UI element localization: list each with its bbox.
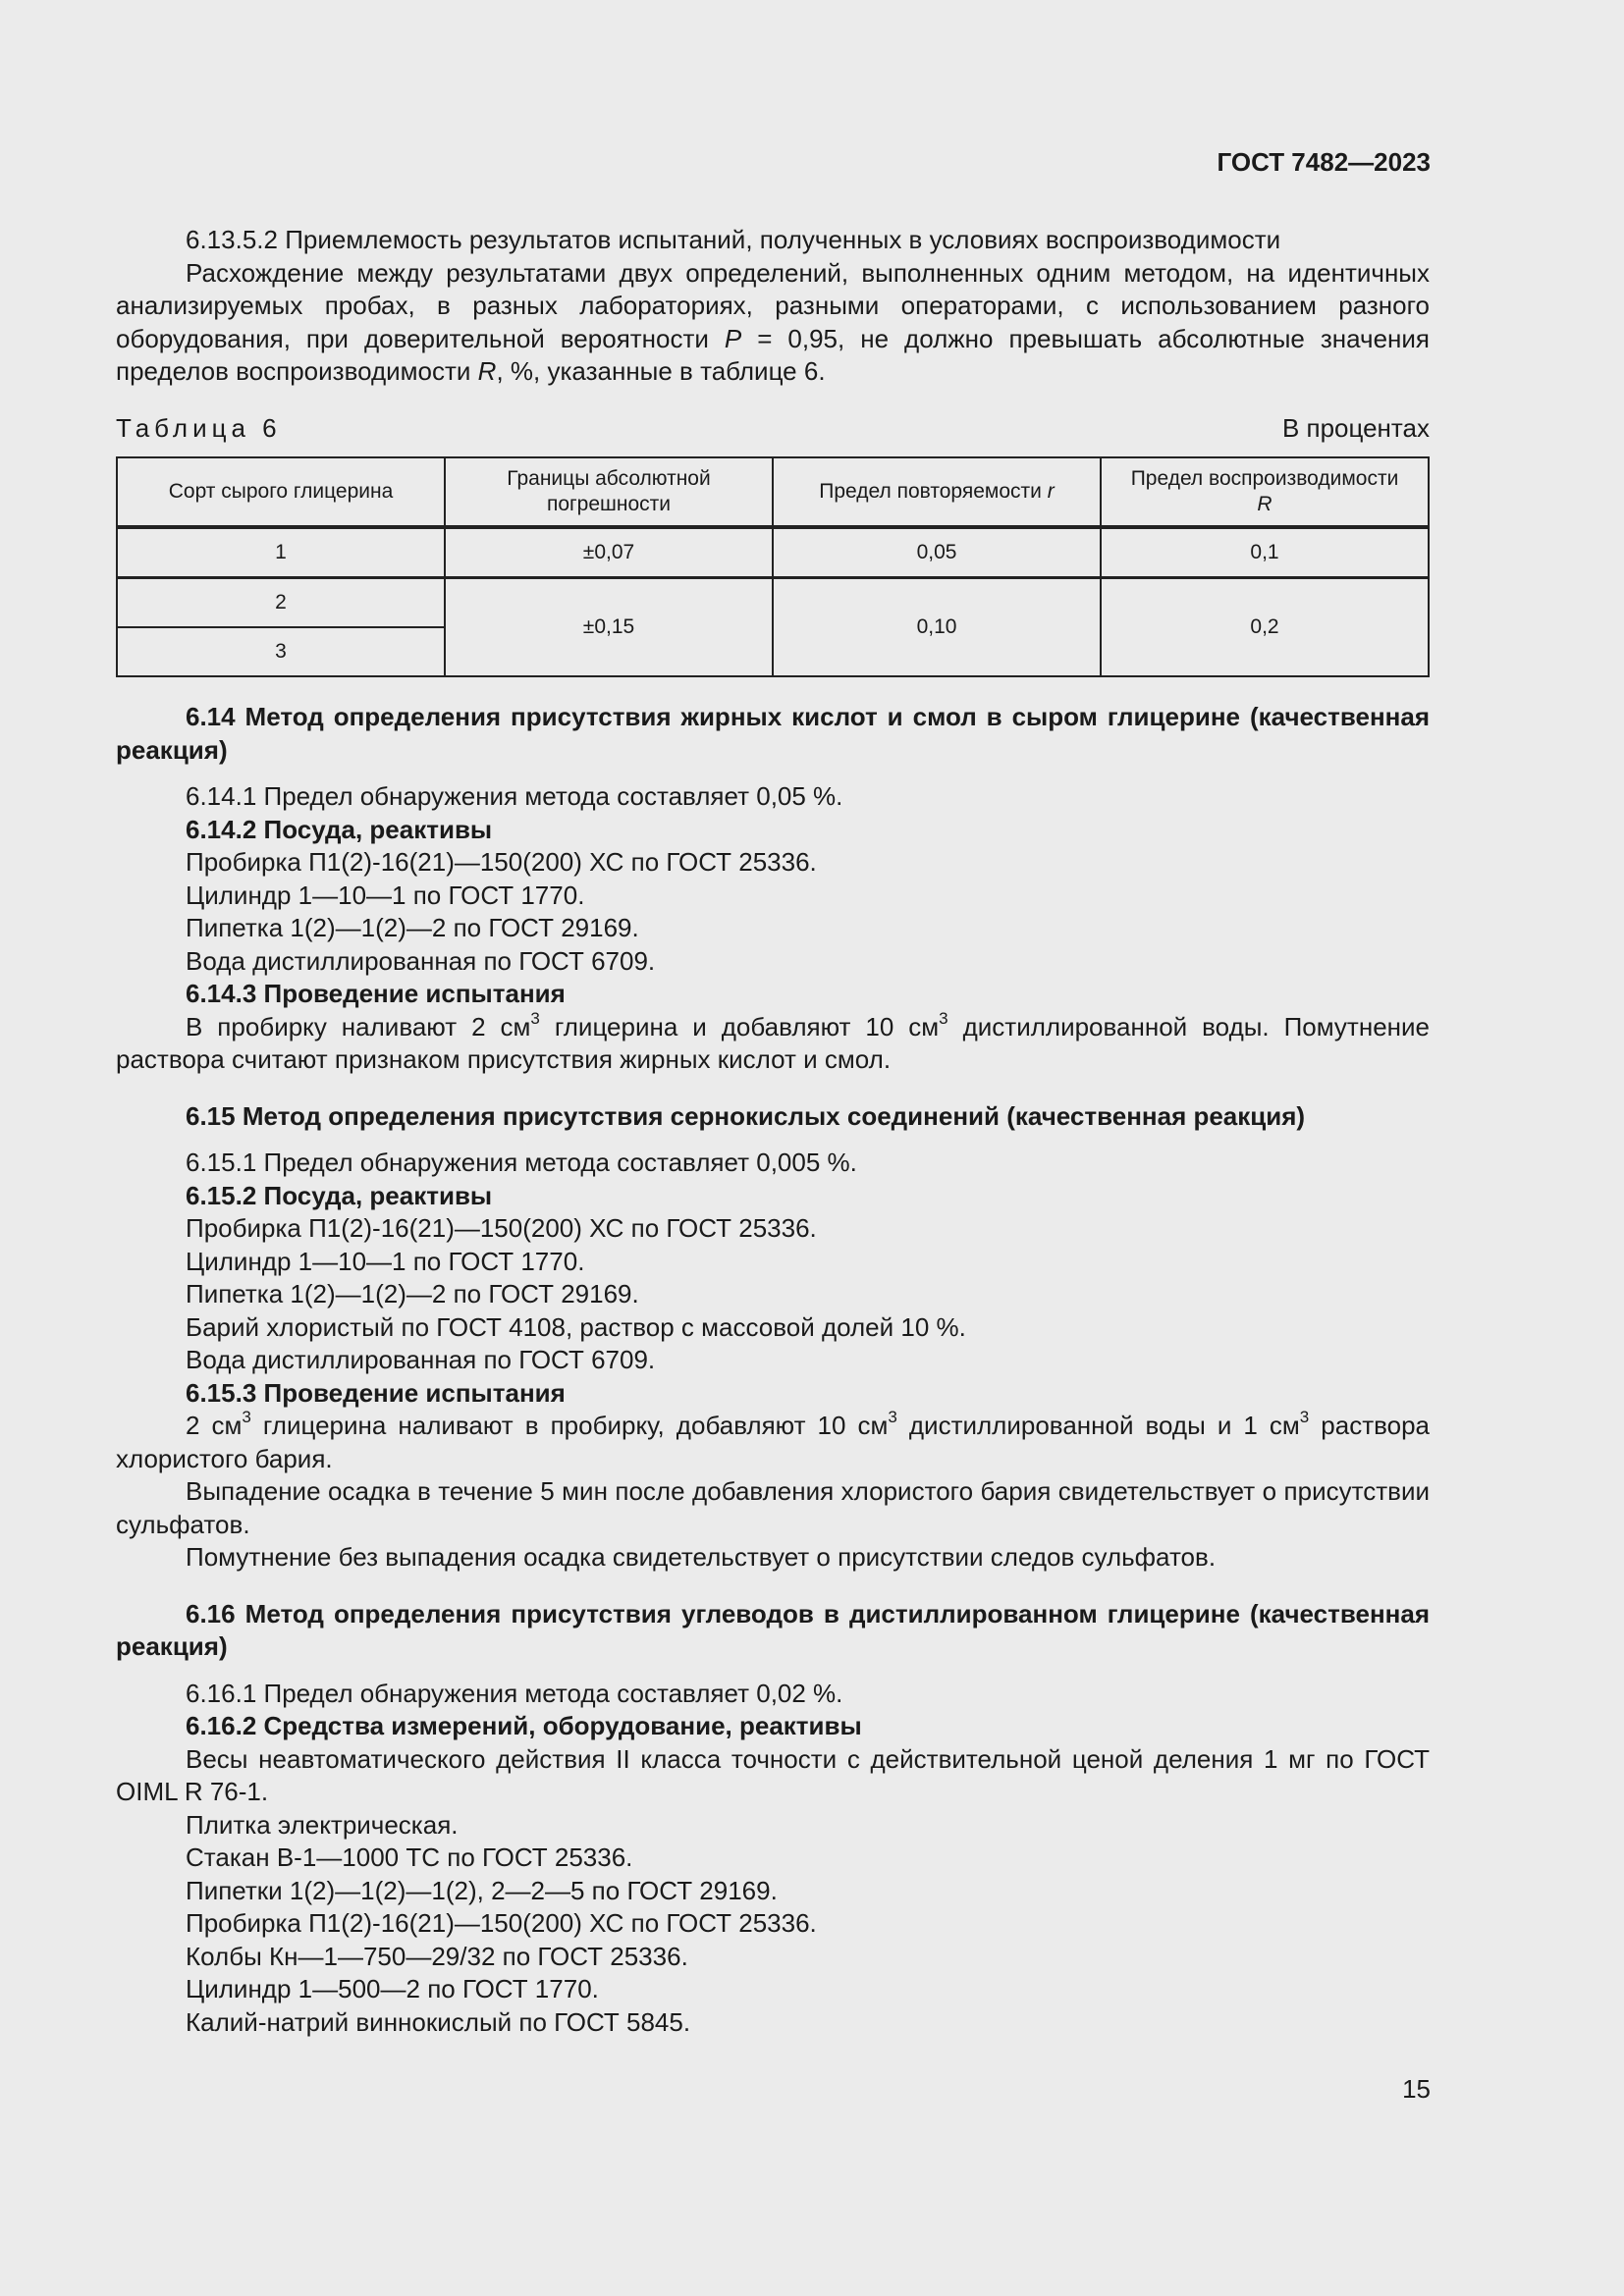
table-cell: 0,2 (1101, 578, 1429, 677)
list-item: Пробирка П1(2)-16(21)—150(200) ХС по ГОСТ 25336. (186, 1908, 817, 1938)
table-cell: 1 (117, 527, 445, 578)
list-item: Стакан В-1—1000 ТС по ГОСТ 25336. (186, 1842, 633, 1872)
table-cell: ±0,07 (445, 527, 773, 578)
list-item: Плитка электрическая. (186, 1809, 459, 1840)
standard-code: ГОСТ 7482—2023 (1217, 147, 1431, 177)
table-caption-row (116, 412, 1430, 446)
paragraph: Помутнение без выпадения осадка свидетельствует о присутствии следов сульфатов. (186, 1542, 1217, 1572)
list-item: Пробирка П1(2)-16(21)—150(200) ХС по ГОСТ 25336. (186, 847, 817, 877)
table-cell: ±0,15 (445, 578, 773, 677)
list-item: Калий-натрий виннокислый по ГОСТ 5845. (186, 2006, 691, 2037)
clause-line: 6.16.1 Предел обнаружения метода составляет 0,02 %. (186, 1678, 843, 1708)
page-content (116, 224, 1430, 2039)
subsection-heading: 6.14.3 Проведение испытания (186, 979, 566, 1008)
table-row (117, 527, 1429, 578)
list-item: Колбы Кн—1—750—29/32 по ГОСТ 25336. (186, 1941, 688, 1971)
list-item: Цилиндр 1—10—1 по ГОСТ 1770. (186, 1246, 585, 1276)
subsection-heading: 6.15.3 Проведение испытания (186, 1377, 566, 1408)
list-item: Цилиндр 1—10—1 по ГОСТ 1770. (186, 880, 585, 910)
list-item: Вода дистиллированная по ГОСТ 6709. (186, 945, 656, 976)
header-cell: Границы абсолютной погрешности (445, 457, 773, 527)
paragraph: 2 $см^3$ глицерина наливают в пробирку, добавляют 10 $см^3$ дистиллированной воды и 1 $см^3$ раствора хлористого бария. (116, 1408, 1431, 1473)
page-number: 15 (1402, 2074, 1431, 2104)
paragraph: Расхождение между результатами двух определений, выполненных одним методом, на идентичных анализируемых пробах, в разных лабораториях, разными операторами, с использованием разного оборудования, при доверительной вероятности P = 0,95, не должно превышать абсолютные значения пределов воспроизводимости R, %, указанные в таблице 6. (116, 257, 1431, 386)
table-caption: Таблица 6 (116, 412, 282, 443)
header-cell: Предел воспроизводимости R (1101, 457, 1429, 527)
table-cell: 0,10 (773, 578, 1101, 677)
paragraph: Весы неавтоматического действия II класса точности с действительной ценой деления 1 мг по ГОСТ OIML R 76-1. (116, 1743, 1430, 1806)
paragraph: Выпадение осадка в течение 5 мин после добавления хлористого бария свидетельствует о присутствии сульфатов. (116, 1476, 1430, 1539)
clause-title: 6.13.5.2 Приемлемость результатов испытаний, полученных в условиях воспроизводимости (186, 225, 1281, 254)
subsection-heading: 6.14.2 Посуда, реактивы (186, 814, 493, 844)
header-cell: Сорт сырого глицерина (117, 457, 445, 527)
table-cell: 0,05 (773, 527, 1101, 578)
list-item: Вода дистиллированная по ГОСТ 6709. (186, 1345, 656, 1374)
list-item: Пробирка П1(2)-16(21)—150(200) ХС по ГОСТ 25336. (186, 1213, 817, 1243)
list-item: Пипетка 1(2)—1(2)—2 по ГОСТ 29169. (186, 1279, 639, 1308)
list-item: Пипетка 1(2)—1(2)—2 по ГОСТ 29169. (186, 913, 639, 942)
paragraph: В пробирку наливают 2 $см^3$ глицерина и добавляют 10 $см^3$ дистиллированной воды. Помутнение раствора считают признаком присутствия жирных кислот и смол. (116, 1008, 1430, 1074)
table-units: В процентах (1281, 412, 1430, 443)
list-item: Цилиндр 1—500—2 по ГОСТ 1770. (186, 1974, 599, 2003)
section-heading-6-16: 6.16 Метод определения присутствия углеводов в дистиллированном глицерине (качественная реакция) (116, 1598, 1430, 1661)
clause-line: 6.14.1 Предел обнаружения метода составляет 0,05 %. (186, 781, 843, 811)
subsection-heading: 6.16.2 Средства измерений, оборудование, реактивы (186, 1711, 862, 1740)
table-row (117, 578, 1429, 628)
list-item: Барий хлористый по ГОСТ 4108, раствор с массовой долей 10 %. (186, 1311, 966, 1342)
data-table (116, 456, 1430, 677)
table-header-row (117, 457, 1429, 527)
subsection-heading: 6.15.2 Посуда, реактивы (186, 1180, 493, 1210)
clause-line: 6.15.1 Предел обнаружения метода составляет 0,005 %. (186, 1148, 857, 1177)
table-cell: 3 (117, 627, 445, 676)
table-cell: 0,1 (1101, 527, 1429, 578)
section-heading-6-14: 6.14 Метод определения присутствия жирных кислот и смол в сыром глицерине (качественная реакция) (116, 702, 1430, 765)
section-heading-6-15: 6.15 Метод определения присутствия сернокислых соединений (качественная реакция) (186, 1100, 1306, 1131)
list-item: Пипетки 1(2)—1(2)—1(2), 2—2—5 по ГОСТ 29169. (186, 1875, 778, 1905)
table-cell: 2 (117, 578, 445, 628)
header-cell: Предел повторяемости r (773, 457, 1101, 527)
